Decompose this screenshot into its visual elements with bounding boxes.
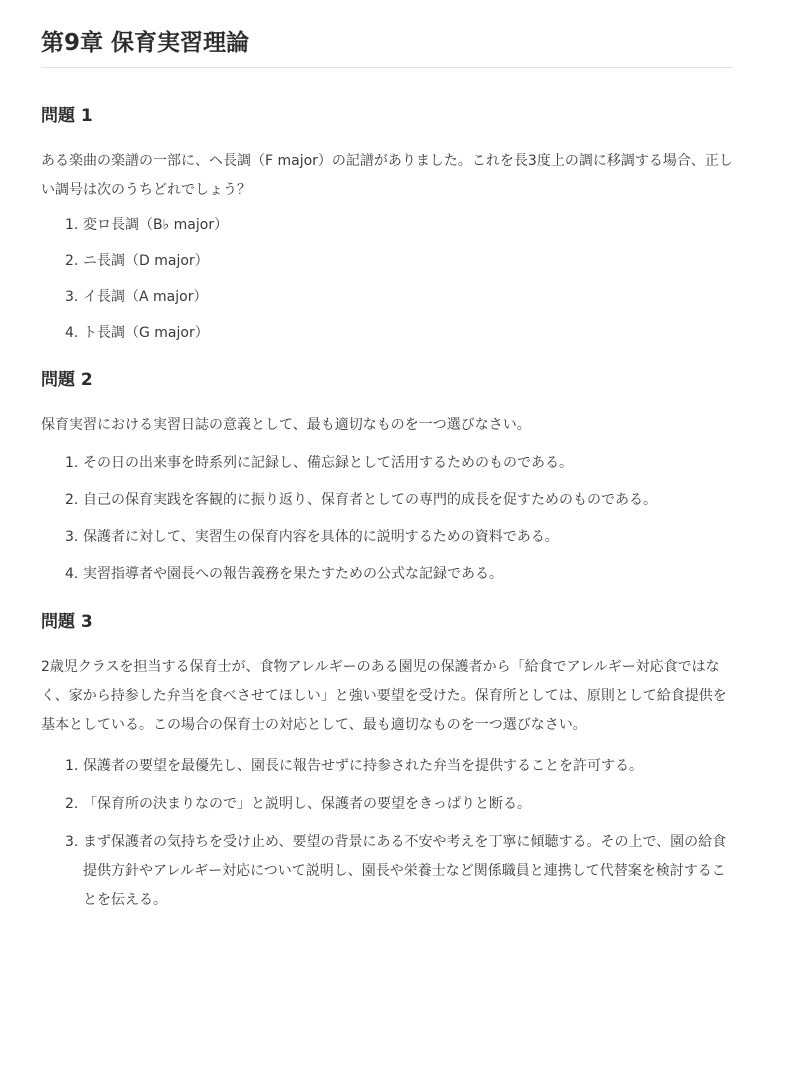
option-number: 1.: [65, 217, 79, 233]
option-number: 3.: [65, 834, 79, 850]
option-text: 変ロ長調（B♭ major）: [83, 217, 229, 233]
answer-option: [65, 752, 733, 781]
option-text: ニ長調（D major）: [83, 253, 209, 269]
question-text: ある楽曲の楽譜の一部に、ヘ長調（F major）の記譜がありました。これを長3度上の調に移調する場合、正しい調号は次のうちどれでしょう？: [41, 153, 733, 198]
option-number: 2.: [65, 492, 79, 508]
option-text: 保護者の要望を最優先し、園長に報告せずに持参された弁当を提供することを許可する。: [83, 758, 643, 774]
option-text: その日の出来事を時系列に記録し、備忘録として活用するためのものである。: [83, 455, 573, 471]
option-text: 保護者に対して、実習生の保育内容を具体的に説明するための資料である。: [83, 529, 559, 545]
answer-options: [41, 449, 733, 589]
option-number: 3.: [65, 529, 79, 545]
answer-option: [65, 211, 733, 240]
option-text: イ長調（A major）: [83, 289, 208, 305]
answer-option: [65, 828, 733, 915]
option-number: 2.: [65, 253, 79, 269]
title-divider: [41, 67, 733, 68]
answer-option: [65, 449, 733, 478]
answer-option: [65, 283, 733, 312]
question-2: [41, 368, 733, 589]
option-text: 自己の保育実践を客観的に振り返り、保育者としての専門的成長を促すためのものである。: [83, 492, 657, 508]
answer-option: [65, 560, 733, 589]
chapter-title: 第9章 保育実習理論: [41, 30, 250, 56]
question-text: 保育実習における実習日誌の意義として、最も適切なものを一つ選びなさい。: [41, 417, 531, 433]
option-number: 4.: [65, 566, 79, 582]
option-text: 実習指導者や園長への報告義務を果たすための公式な記録である。: [83, 566, 503, 582]
option-text: 「保育所の決まりなので」と説明し、保護者の要望をきっぱりと断る。: [83, 796, 531, 812]
option-number: 1.: [65, 455, 79, 471]
option-text: ト長調（G major）: [83, 325, 209, 341]
question-text: 2歳児クラスを担当する保育士が、食物アレルギーのある園児の保護者から「給食でアレルギー対応食ではなく、家から持参した弁当を食べさせてほしい」と強い要望を受けた。保育所としては、原則として給食提供を基本としている。この場合の保育士の対応として、最も適切なものを一つ選びなさい。: [41, 659, 727, 733]
question-heading: 問題 2: [41, 370, 93, 390]
answer-option: [65, 523, 733, 552]
answer-options: [41, 211, 733, 348]
option-number: 2.: [65, 796, 79, 812]
question-3: [41, 610, 733, 915]
question-1: [41, 104, 733, 348]
option-number: 1.: [65, 758, 79, 774]
answer-options: [41, 752, 733, 915]
option-number: 4.: [65, 325, 79, 341]
answer-option: [65, 319, 733, 348]
option-number: 3.: [65, 289, 79, 305]
question-heading: 問題 3: [41, 612, 93, 632]
answer-option: [65, 486, 733, 515]
answer-option: [65, 790, 733, 819]
question-heading: 問題 1: [41, 106, 93, 126]
answer-option: [65, 247, 733, 276]
option-text: まず保護者の気持ちを受け止め、要望の背景にある不安や考えを丁寧に傾聴する。その上で、園の給食提供方針やアレルギー対応について説明し、園長や栄養士など関係職員と連携して代替案を検討することを伝える。: [83, 834, 727, 908]
